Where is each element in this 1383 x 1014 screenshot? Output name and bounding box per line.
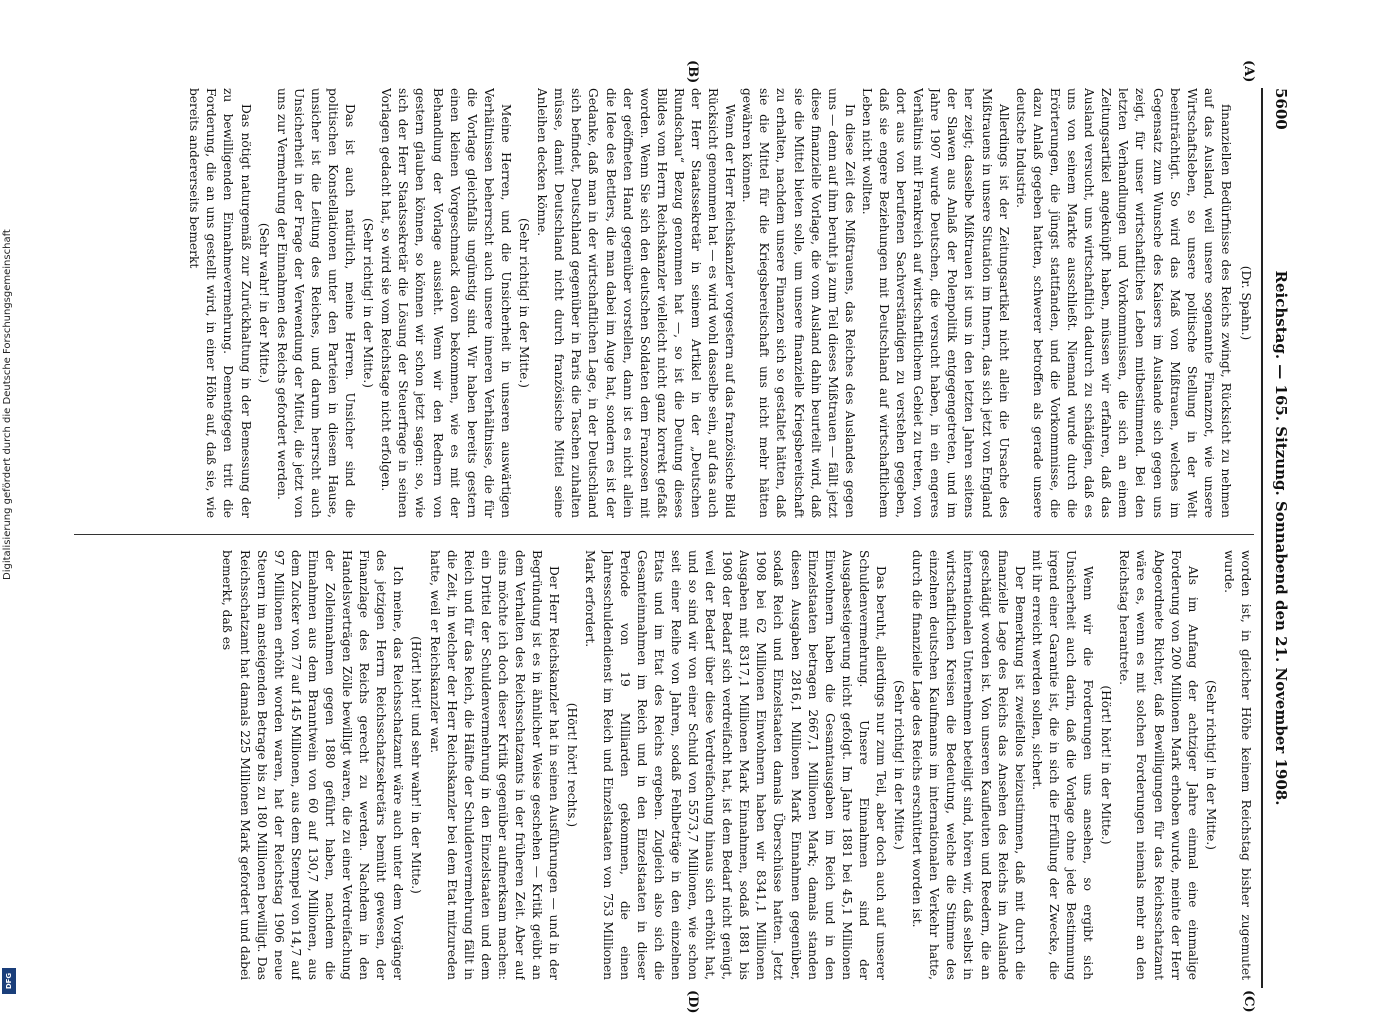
page-header [1264,88,1290,988]
interjection: (Hört! hört! in der Mitte.) [1099,685,1114,845]
interjection: (Hört! hört! und sehr wahr! in der Mitte.) [409,636,424,894]
header-rule [1261,88,1263,988]
right-column [74,550,1254,980]
paragraph: Ich meine, das Reichsschatzamt wäre auch unter dem Vorgänger des jetzigen Herrn Reichsschatzsekretärs bemüht gewesen, der Finanzlage des Reichs gerecht zu werden. Nachdem in den Handelsverträgen Zölle bewilligt waren, die zu einer Verdreifachung der Zolleinnahmen gegen 1880 geführt haben, nachdem die Einnahmen aus dem Branntwein von 60 auf 130,7 Millionen, aus dem Zucker von 77 auf 145 Millionen, aus dem Stempel von 14,7 auf 97 Millionen erhöht worden waren, hat der Reichstag 1906 neue Steuern im ansteigenden Betrage bis zu 180 Millionen bewilligt. Das Reichsschatzamt hat damals 225 Millionen Mark gefordert und dabei bemerkt, daß es [220,550,406,980]
paragraph: Allerdings ist der Zeitungsartikel nicht allein die Ursache des Mißtrauens in unsere Situation im Innern, das sich jetzt von England her zeigt; dasselbe Mißtrauen ist uns in den letzten Jahren seitens der Slawen aus Anlaß der Polenpolitik entgegengetreten, und im Jahre 1907 wurde Deutschen, die versucht haben, in ein engeres Verhältnis mit Frankreich auf wirtschaftlichem Gebiet zu treten, von dort aus von berufenen Sachverständigen zu verstehen gegeben, daß sie engere Beziehungen mit Deutschland auf wirtschaftlichem Leben nicht wollten. [859,88,1011,518]
speaker-name: (Dr. Spahn.) [1239,265,1253,341]
interjection: (Sehr richtig! in der Mitte.) [892,680,907,850]
interjection: (Sehr richtig! in der Mitte.) [361,218,376,388]
paragraph: Der Bemerkung ist zweifellos beizustimmen, daß mit durch die finanzielle Lage des Reichs das Ansehen des Reichs im Auslande geschädigt worden ist. Von unseren Kaufleuten und Reedern, die an internationalen Unternehmen beteiligt sind, hören wir, daß selbst in wirtschaftlichen Kreisen die Bedeutung, welche die Stimme des einzelnen deutschen Kaufmanns im internationalen Verkehr hatte, durch die finanzielle Lage des Reichs erschüttert worden ist. [910,550,1027,980]
interjection: (Hört! hört! rechts.) [565,702,580,828]
paragraph: worden ist, in gleicher Höhe keinem Reichstag bisher zugemutet wurde. [1221,550,1253,980]
paragraph: Wenn wir die Forderungen uns ansehen, so ergibt sich Unsicherheit auch darin, daß die Vorlage ohne jede Bestimmung irgend einer Garantie ist, die in sich die Erfüllung der Zwecke, die mit ihr erreicht werden sollen, sichert. [1029,550,1096,980]
column-divider [74,534,1254,535]
page-number: 5600 [1272,88,1290,130]
running-title: Reichstag. — 165. Sitzung. Sonnabend den 21. November 1908. [1272,270,1290,806]
paragraph: Das beruht, allerdings nur zum Teil, aber doch auch auf unserer Schuldenvermehrung. Unsere Einnahmen sind der Ausgabesteigerung nicht gefolgt. Im Jahre 1881 bei 45,1 Millionen Einwohnern haben die Gesamtausgaben im Reich und in den Einzelstaaten betragen 2667,1 Millionen Mark; damals standen diesen Ausgaben 2816,1 Millionen Mark Einnahmen gegenüber, sodaß Reich und Einzelstaaten damals Überschüsse hatten. Jetzt 1908 bei 62 Millionen Einwohnern haben wir 8341,1 Millionen Ausgaben mit 8317,1 Millionen Mark Einnahmen, sodaß 1881 bis 1908 der Bedarf sich verdreifacht hat, ist dem Bedarf nicht genügt, weil der Bedarf über diese Verdreifachung hinaus sich erhöht hat, und so sind wir von einer Schuld von 5573,7 Millionen, wie schon seit einer Reihe von Jahren, sodaß Fehlbeträge in den einzelnen Etats und im Etat des Reichs ergeben. Zugleich also sich die Gesamteinnahmen im Reich und in den Einzelstaaten in dieser Periode von 19 Milliarden gekommen, die einen Jahresschuldendienst im Reich und Einzelstaaten von 753 Millionen Mark erfordert. [583,550,889,980]
margin-marker-c: (C) [1241,990,1256,1013]
left-column [74,88,1254,518]
interjection: (Sehr richtig! in der Mitte.) [1203,680,1218,850]
digitization-credit: Digitalisierung gefördert durch die Deutsche Forschungsgemeinschaft [2,229,13,580]
paragraph: Meine Herren, und die Unsicherheit in unseren auswärtigen Verhältnissen beherrscht auch unsere inneren Verhältnisse, die für die Vorlage gleichfalls ungünstig sind. Wir haben bereits gestern einen kleinen Vorgeschmack davon bekommen, wie es mit der Behandlung der Vorlage aussieht. Wenn wir den Rednern von gestern glauben können, so können wir schon jetzt sagen: so, wie sich der Herr Staatssekretär die Lösung der Steuerfrage in seinen Vorlagen gedacht hat, so wird sie vom Reichstage nicht erfolgen. [379,88,513,518]
paragraph: In diese Zeit des Mißtrauens, das Reiches des Auslandes gegen uns — denn auf ihm beruht ja zum Teil dieses Mißtrauen — fällt jetzt diese finanzielle Vorlage, die vom Ausland dahin beurteilt wird, daß sie die Mittel bieten solle, um unsere finanzielle Kriegsbereitschaft zu erhalten, nachdem unsere Finanzen sich so gestaltet hätten, daß sie die Mittel für die Kriegsbereitschaft uns nicht mehr hätten gewähren können. [740,88,857,518]
margin-marker-b: (B) [685,60,700,84]
dfg-logo-text: DFG [5,972,13,990]
paragraph: Das ist auch natürlich, meine Herren. Unsicher sind die politischen Konstellationen unter den Parteien in diesem Hause, unsicher ist die Leitung des Reiches, und darum herrscht auch Unsicherheit in der Frage der Verwendung der Mittel, die jetzt von uns zur Vermehrung der Einnahmen des Reichs gefordert werden. [274,88,358,518]
interjection: (Sehr richtig! in der Mitte.) [517,218,532,388]
paragraph: Das nötigt naturgemäß zur Zurückhaltung in der Bemessung der zu bewilligenden Einnahmevermehrung. Dementgegen tritt die Forderung, die an uns gestellt wird, in einer Höhe auf, daß sie, wie bereits andererseits bemerkt [187,88,253,518]
paragraph: finanziellen Bedürfnisse des Reichs zwingt, Rücksicht zu nehmen auf das Ausland, weil unsere sogenannte Finanznot, wie unsere Wirtschaftsleben, so unsere politische Stellung in der Welt beeinträchtigt. So wird das Maß von Mißtrauen, welches im Gegensatz zum Wunsche des Kaisers im Auslande sich gegen uns zeigt, für unser wirtschaftliches Leben mitbestimmend. Bei den letzten Verhandlungen und Vorkommnissen, die sich an einem Zeitungsartikel angeknüpft haben, müssen wir erfahren, daß das Ausland versucht, uns wirtschaftlich dadurch zu schädigen, daß es uns von seinem Markte ausschließt. Niemand wurde durch die Erörterungen, die jüngst stattfanden, und die Vorkommnisse, die dazu Anlaß gegeben hatten, schwerer betroffen als gerade unsere deutsche Industrie. [1013,88,1233,518]
margin-marker-a: (A) [1241,60,1256,83]
margin-marker-d: (D) [685,990,700,1014]
paragraph: Der Herr Reichskanzler hat in seinen Ausführungen — und in der Begründung ist es in ähnlicher Weise geschehen — Kritik geübt an dem Verhalten des Reichsschatzamts in der früheren Zeit. Aber auf eins möchte ich doch dieser Kritik gegenüber aufmerksam machen: ein Drittel der Schuldenvermehrung in den Einzelstaaten und dem Reich und für das Reich, die Hälfte der Schuldenvermehrung fällt in die Zeit, in welcher der Herr Reichskanzler bei dem Etat mitzureden hatte, weil er Reichskanzler war. [427,550,562,980]
interjection: (Sehr wahr! in der Mitte.) [256,222,271,384]
paragraph: Als im Anfang der achtziger Jahre einmal eine einmalige Forderung von 200 Millionen Mark erhoben wurde, meinte der Herr Abgeordnete Richter, daß Bewilligungen für das Reichsschatzamt wäre es, wenn es mit solchen Forderungen niemals mehr an den Reichstag herantrete. [1117,550,1200,980]
rotated-page-content [60,60,1290,1014]
dfg-logo-icon [2,968,16,994]
paragraph: Wenn der Herr Reichskanzler vorgestern auf das französische Bild Rücksicht genommen hat — es wird wohl dasselbe sein, auf das auch der Herr Staatssekretär in seinem Artikel in der „Deutschen Rundschau“ Bezug genommen hat —, so ist die Deutung dieses Bildes vom Herrn Reichskanzler vielleicht nicht ganz korrekt gefaßt worden. Wenn Sie sich den deutschen Soldaten dem Franzosen mit der geöffneten Hand gegenüber vorstellen, dann ist es nicht allein die Idee des Bettlers, die man dabei im Auge hat, sondern es ist der Gedanke, daß man in der wirtschaftlichen Lage, in der Deutschland sich befindet, Deutschland gegenüber in Paris die Taschen zuhalten müsse, damit Deutschland nicht durch französische Mittel seine Anleihen decken könne. [535,88,738,518]
